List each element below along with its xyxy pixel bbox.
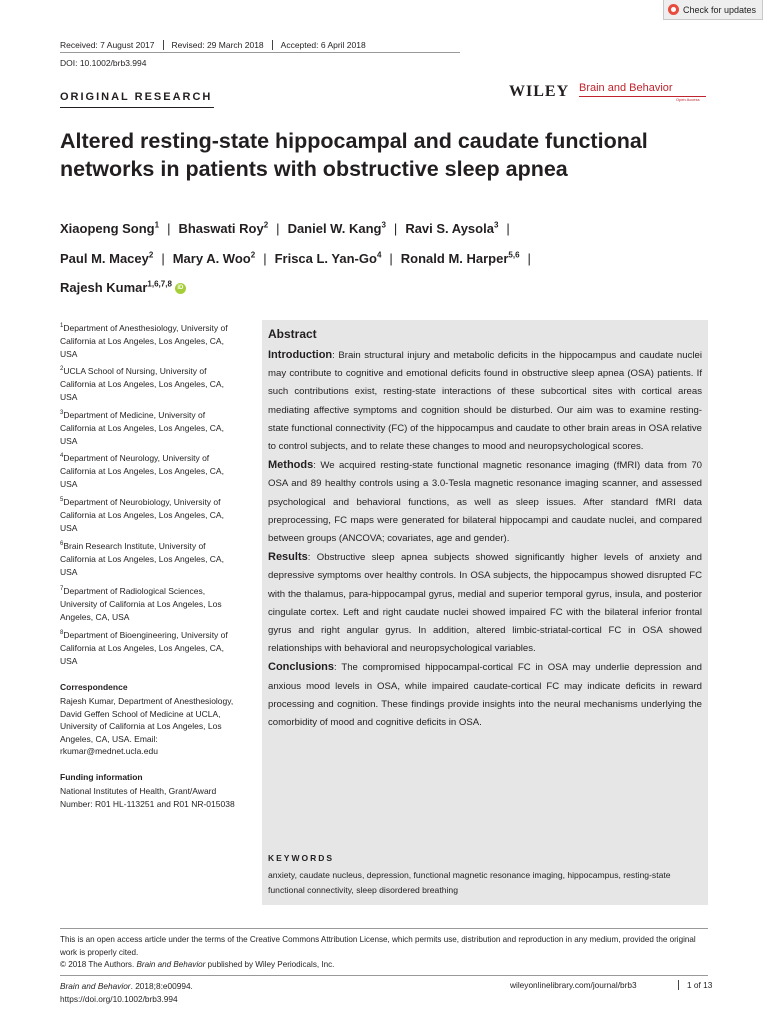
check-for-updates-button[interactable] [663,0,763,20]
doi[interactable]: DOI: 10.1002/brb3.994 [60,58,147,68]
author[interactable]: Mary A. Woo$^2$ [172,250,256,266]
page-number: 1 of 13 [678,980,712,990]
open-access-label: Open Access [676,97,700,102]
abstract-paragraph: Conclusions: The compromised hippocampal-cortical FC in OSA may underlie depression and anxious mood levels in OSA, while impaired caudate-cortical FC may indicate deficits in reward processing and cognition. These findings provide insights into the neural mechanisms underlying the comorbidity of mood and cognitive deficits in OSA. [268,661,702,729]
orcid-icon[interactable]: iD [175,283,186,294]
crossmark-icon [668,4,679,15]
affiliation: $^2$UCLA School of Nursing, University of California at Los Angeles, Los Angeles, CA, USA [60,365,224,402]
author-list: Xiaopeng Song$^1$ | Bhaswati Roy$^2$ | Daniel W. Kang$^3$ | Ravi S. Aysola$^3$ | Paul M. Macey$^2$ | Mary A. Woo$^2$ | Frisca L. Yan-Go$^4$ | Ronald M. Harper$^{5,6}$ | Rajesh Kumar$^{1,6,7,8}$ iD [60,221,531,295]
affiliation: $^4$Department of Neurology, University of California at Los Angeles, Los Angeles, CA, USA [60,452,224,489]
header-divider [60,52,460,53]
correspondence-heading: Correspondence [60,682,128,692]
author[interactable]: Bhaswati Roy$^2$ [178,221,269,237]
abstract-heading: Abstract [268,327,317,341]
author[interactable]: Paul M. Macey$^2$ [60,250,154,266]
copyright-line: © 2018 The Authors. Brain and Behavior published by Wiley Periodicals, Inc. [60,960,335,969]
section-underline [60,107,214,108]
abstract-body [268,346,702,732]
affiliation: $^8$Department of Bioengineering, University of California at Los Angeles, Los Angeles, CA, USA [60,629,228,666]
article-dates [60,40,374,50]
abstract-paragraph: Methods: We acquired resting-state functional magnetic resonance imaging (fMRI) data from 70 OSA and 89 healthy controls using a 3.0-Tesla magnetic resonance imaging scanner, and assessed psychological and behavioral functions, as well as sleep issues. After standard fMRI data preprocessing, FC maps were generated for bilateral hippocampi and caudate nuclei, and compared between groups (ANCOVA; covariates, age and gender). [268,459,702,545]
author[interactable]: Daniel W. Kang$^3$ [287,221,386,237]
affiliation: $^7$Department of Radiological Sciences, University of California at Los Angeles, Los Angeles, CA, USA [60,585,222,622]
abstract-paragraph: Introduction: Brain structural injury and metabolic deficits in the hippocampus and caudate nuclei may contribute to cognitive and emotional deficits found in obstructive sleep apnea (OSA) patients. If such contributions exist, resting-state interactions of these subcortical sites with cortical areas mediating affective symptoms and cognition should be disturbed. Our aim was to examine resting-state functional connectivity (FC) of the hippocampus and caudate to other brain areas in OSA relative to control subjects, and to relate these changes to mood and neuropsychological scores. [268,349,702,453]
affiliation: $^1$Department of Anesthesiology, University of California at Los Angeles, Los Angeles, CA, USA [60,322,228,359]
journal-url-link[interactable]: wileyonlinelibrary.com/journal/brb3 [510,980,637,990]
author[interactable]: Frisca L. Yan-Go$^4$ [274,250,382,266]
affiliation: $^3$Department of Medicine, University of California at Los Angeles, Los Angeles, CA, USA [60,409,224,446]
abstract-paragraph: Results: Obstructive sleep apnea subjects showed significantly higher levels of anxiety and depressive symptoms over healthy controls. In OSA subjects, the hippocampus showed disrupted FC with the thalamus, para-hippocampal gyrus, medial and superior temporal gyrus, insula, and posterior cingulate cortex. Left and right caudate nuclei showed impaired FC with the bilateral inferior frontal gyrus and right angular gyrus. In addition, altered limbic-striatal-cortical FC in OSA showed relationships with behavioral and neuropsychological variables. [268,551,702,655]
author[interactable]: Xiaopeng Song$^1$ [60,221,160,237]
paper-title: Altered resting-state hippocampal and caudate functional networks in patients with obstructive sleep apnea [60,129,648,181]
license-text: This is an open access article under the terms of the Creative Commons Attribution License, which permits use, distribution and reproduction in any medium, provided the original work is properly cited. [60,935,696,957]
affiliation: $^5$Department of Neurobiology, University of California at Los Angeles, Los Angeles, CA, USA [60,496,224,533]
check-for-updates-label: Check for updates [683,4,757,15]
citation-doi-link[interactable]: https://doi.org/10.1002/brb3.994 [60,993,178,1004]
bottom-divider [60,975,708,976]
funding-heading: Funding information [60,772,143,782]
section-label: ORIGINAL RESEARCH [60,91,213,103]
citation: Brain and Behavior. 2018;8:e00994. https://doi.org/10.1002/brb3.994 [60,981,193,1004]
journal-name: Brain and Behavior [579,82,673,94]
affiliation: $^6$Brain Research Institute, University of California at Los Angeles, Los Angeles, CA, USA [60,540,224,577]
accepted-date: Accepted: 6 April 2018 [272,40,374,50]
footer-divider [60,928,708,929]
revised-date: Revised: 29 March 2018 [163,40,272,50]
author[interactable]: Ronald M. Harper$^{5,6}$ [400,250,520,266]
license-note [60,934,710,972]
author[interactable]: Ravi S. Aysola$^3$ [405,221,499,237]
author[interactable]: Rajesh Kumar$^{1,6,7,8}$ [60,279,172,295]
keywords-text: anxiety, caudate nucleus, depression, functional magnetic resonance imaging, hippocampus, resting-state functional connectivity, sleep disordered breathing [268,870,671,895]
keywords-heading: KEYWORDS [268,853,335,863]
publisher-logo: WILEY [509,83,570,100]
received-date: Received: 7 August 2017 [60,40,155,50]
correspondence-text: Rajesh Kumar, Department of Anesthesiology, David Geffen School of Medicine at UCLA, University of California at Los Angeles, Los Angeles, CA, USA. Email: rkumar@mednet.ucla.edu [60,696,234,756]
funding-text: National Institutes of Health, Grant/Award Number: R01 HL-113251 and R01 NR-015038 [60,786,235,809]
